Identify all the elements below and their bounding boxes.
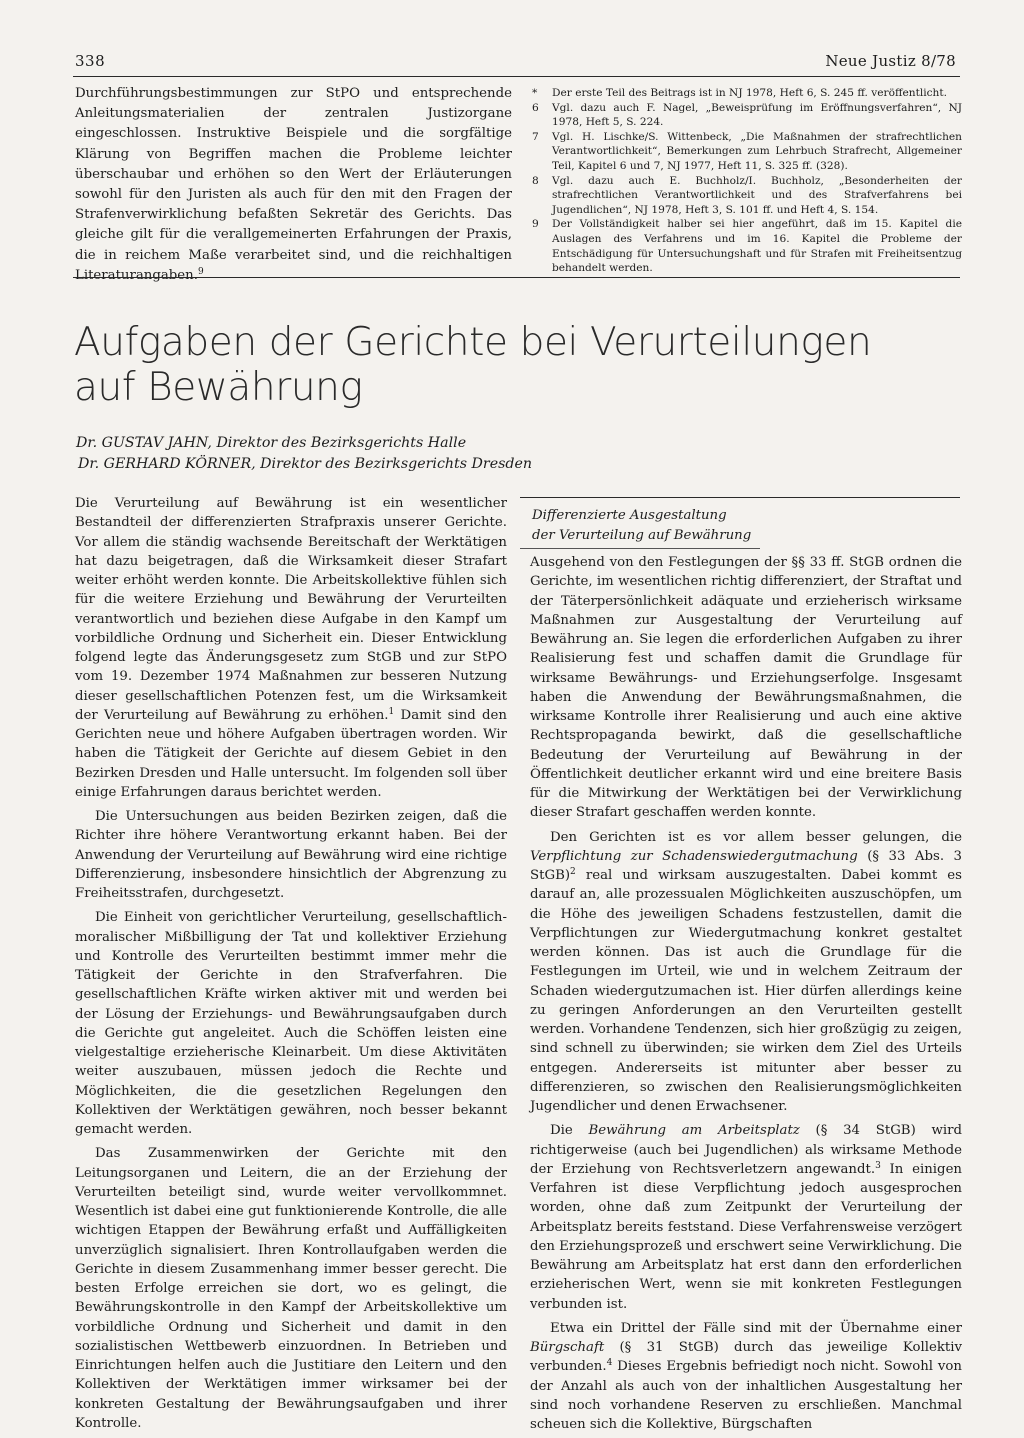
footnote	[532, 130, 962, 174]
footnote-mark: 9	[532, 218, 539, 231]
footnote-text: Vgl. dazu auch F. Nagel, „Beweisprüfung im Eröffnungsverfahren“, NJ 1978, Heft 5, S. 224.	[552, 101, 962, 129]
paragraph: Ausgehend von den Festlegungen der §§ 33 ff. StGB ordnen die Gerichte, im wesentlichen richtig differenziert, der Straftat und der Täterpersönlichkeit adäquate und erzieherisch wirksame Maßnahmen zur Ausgestaltung der Verurteilung auf Bewährung an. Sie legen die erforderlichen Aufgaben zu ihrer Realisierung fest und schaffen damit die Grundlage für wirksame Bewährungs- und Erziehungserfolge. Insgesamt haben die Anwendung der Bewährungsmaßnahmen, die wirksame Kontrolle ihrer Realisierung und auch eine aktive Rechtspropaganda bewirkt, daß die gesellschaftliche Bedeutung der Verurteilung auf Bewährung in der Öffentlichkeit deutlicher erkannt wird und eine breitere Basis für die Mitwirkung der Werktätigen bei der Verwirklichung dieser Strafart geschaffen werden konnte.	[530, 555, 962, 821]
emphasis: Bewährung am Arbeitsplatz	[588, 1123, 800, 1139]
subheading-line-2: der Verurteilung auf Bewährung	[532, 528, 752, 543]
footnote-text: Der erste Teil des Beitrags ist in NJ 1978, Heft 6, S. 245 ff. veröffentlicht.	[552, 87, 947, 99]
paragraph: Das Zusammenwirken der Gerichte mit den Leitungsorganen und Leitern, die an der Erziehung der Verurteilten beteiligt sind, wurde weiter vervollkommnet. Wesentlich ist dabei eine gut funktionierende Kontrolle, die alle wichtigen Etappen der Bewährung erfaßt und Auffälligkeiten unverzüglich signalisiert. Ihren Kontrollaufgaben werden die Gerichte in diesem Zusammenhang immer besser gerecht. Die besten Erfolge erreichen sie dort, wo es gelingt, die Bewährungskontrolle in den Kampf der Arbeitskollektive um vorbildliche Ordnung und Sicherheit und damit in den sozialistischen Wettbewerb einzuordnen. In Betrieben und Einrichtungen helfen auch die Justitiare den Leitern und den Kollektiven der Werktätigen immer wirksamer bei der konkreten Gestaltung der Bewährungsaufgaben und ihrer Kontrolle.	[75, 1146, 507, 1431]
paragraph	[530, 1319, 962, 1435]
authors	[76, 433, 532, 475]
footnote-mark: 6	[532, 101, 539, 114]
footnote-mark: *	[532, 87, 538, 99]
footnote-text: Der Vollständigkeit halber sei hier angeführt, daß im 15. Kapitel die Auslagen des Verfahrens und im 16. Kapitel die Probleme der Entschädigung für Untersuchungshaft und für Strafen mit Freiheitsentzug behandelt werden.	[552, 218, 962, 275]
footnote-mark: 8	[532, 174, 539, 187]
paragraph	[530, 828, 962, 1117]
author-1: Dr. GUSTAV JAHN, Direktor des Bezirksgerichts Halle	[76, 435, 467, 451]
emphasis: Bürgschaft	[530, 1340, 605, 1355]
journal-header: Neue Justiz 8/78	[825, 52, 956, 70]
emphasis: Verpflichtung zur Schadenswiedergutmachung	[530, 848, 858, 864]
title-line-2: auf Bewährung	[74, 365, 363, 410]
subheading-box	[520, 497, 960, 546]
footnote	[532, 217, 962, 275]
footnotes	[532, 86, 962, 276]
paragraph-text: Dieses Ergebnis befriedigt noch nicht. Sowohl von der Anzahl als auch von der inhaltlichen Ausgestaltung her sind noch vorhandene Reserven zu erschließen. Manchmal scheuen sich die Kollektive, Bürgschaften	[530, 1359, 962, 1432]
footnote-ref-1: 1	[388, 706, 395, 717]
subheading-rule	[520, 548, 760, 549]
left-column	[75, 494, 507, 1433]
subheading-line-1: Differenzierte Ausgestaltung	[532, 508, 727, 523]
right-column	[530, 553, 962, 1434]
author-2: Dr. GERHARD KÖRNER, Direktor des Bezirksgerichts Dresden	[78, 456, 532, 472]
footnote	[532, 86, 962, 101]
paragraph-text: In einigen Verfahren ist diese Verpflichtung jedoch ausgesprochen worden, ohne daß zum Zeitpunkt der Verurteilung der Arbeitsplatz bereits feststand. Diese Verfahrensweise verzögert den Erziehungsprozeß und erschwert seine Verwirklichung. Die Bewährung am Arbeitsplatz hat erst dann den erforderlichen erzieherischen Wert, wenn sie mit konkreten Festlegungen verbunden ist.	[530, 1161, 962, 1312]
continued-paragraph	[75, 84, 512, 286]
paragraph-text: (§ 33 Abs. 3 StGB)	[530, 848, 962, 883]
continued-text: Durchführungsbestimmungen zur StPO und entsprechende Anleitungsmaterialien der zentralen Justizorgane eingeschlossen. Instruktive Beispiele und die sorgfältige Klärung von Begriffen machen die Probleme leichter überschaubar und erhöhen so den Wert der Erläuterungen sowohl für den Juristen als auch für den mit den Fragen der Strafenverwirklichung befaßten Sekretär des Gerichts. Das gleiche gilt für die verallgemeinerten Erfahrungen der Praxis, die in reichem Maße verarbeitet sind, und die reichhaltigen Literaturangaben.	[75, 86, 512, 283]
footnote-text: Vgl. H. Lischke/S. Wittenbeck, „Die Maßnahmen der strafrechtlichen Verantwortlichkeit“, Bemerkungen zum Lehrbuch Strafrecht, Allgemeiner Teil, Kapitel 6 und 7, NJ 1977, Heft 11, S. 325 ff. (328).	[552, 130, 962, 172]
paragraph-text: Den Gerichten ist es vor allem besser gelungen, die	[550, 829, 962, 845]
paragraph-text: Damit sind den Gerichten neue und höhere Aufgaben übertragen worden. Wir haben die Tätigkeit der Gerichte auf diesem Gebiet in den Bezirken Dresden und Halle untersucht. Im folgenden soll über einige Erfahrungen daraus berichtet werden.	[75, 707, 507, 800]
footnote-ref-2: 2	[570, 867, 576, 877]
footnote	[532, 174, 962, 218]
header-rule	[73, 76, 960, 77]
page-number: 338	[75, 52, 106, 70]
paragraph: Die Untersuchungen aus beiden Bezirken zeigen, daß die Richter ihre höhere Verantwortung erkannt haben. Bei der Anwendung der Verurteilung auf Bewährung wird eine richtige Differenzierung, insbesondere hinsichtlich der Abgrenzung zu Freiheitsstrafen, durchgesetzt.	[75, 809, 507, 901]
paragraph-text: Die	[550, 1123, 589, 1139]
footnote-ref-4: 4	[606, 1358, 613, 1369]
footnote	[532, 101, 962, 130]
footnote-mark: 7	[532, 130, 539, 143]
title-line-1: Aufgaben der Gerichte bei Verurteilungen	[74, 320, 872, 365]
section-separator	[73, 277, 960, 278]
paragraph-text: Etwa ein Drittel der Fälle sind mit der Übernahme einer	[550, 1320, 962, 1336]
paragraph	[530, 1121, 962, 1314]
paragraph-text: real und wirksam auszugestalten. Dabei kommt es darauf an, alle prozessualen Möglichkeiten auszuschöpfen, um die Höhe des jeweiligen Schadens festzustellen, damit die Verpflichtungen zur Wiedergutmachung konkret gestaltet werden können. Das ist auch die Grundlage für die Festlegungen im Urteil, wie und in welchem Zeitraum der Schaden wiedergutzumachen ist. Hier dürfen allerdings keine zu geringen Anforderungen an den Verurteilten gestellt werden. Vorhandene Tendenzen, sich hier großzügig zu zeigen, sind schnell zu überwinden; sie wirken dem Ziel des Urteils entgegen. Andererseits ist mitunter aber besser zu differenzieren, so zwischen den Realisierungsmöglichkeiten Jugendlicher und denen Erwachsener.	[530, 868, 962, 1114]
footnote-ref-3: 3	[875, 1160, 881, 1171]
paragraph-text: (§ 34 StGB) wird richtigerweise (auch bei Jugendlichen) als wirksame Methode der Erziehung von Rechtsverletzern angewandt.	[530, 1123, 962, 1177]
paragraph: Die Einheit von gerichtlicher Verurteilung, gesellschaftlich-moralischer Mißbilligung der Tat und kollektiver Erziehung und Kontrolle des Verurteilten bestimmt immer mehr die Tätigkeit der Gerichte in den Strafverfahren. Die gesellschaftlichen Kräfte wirken aktiver mit und werden bei der Lösung der Erziehungs- und Bewährungsaufgaben durch die Gerichte gut angeleitet. Auch die Schöffen leisten eine vielgestaltige erzieherische Kleinarbeit. Um diese Aktivitäten weiter auszubauen, müssen jedoch die Rechte und Möglichkeiten, die die gesetzlichen Regelungen den Kollektiven der Werktätigen gewähren, noch besser bekannt gemacht werden.	[75, 910, 507, 1137]
footnote-text: Vgl. dazu auch E. Buchholz/I. Buchholz, „Besonderheiten der strafrechtlichen Verantwortlichkeit und des Strafverfahrens bei Jugendlichen“, NJ 1978, Heft 3, S. 101 ff. und Heft 4, S. 154.	[552, 174, 962, 216]
article-title	[74, 320, 954, 410]
paragraph-text: (§ 31 StGB) durch das jeweilige Kollektiv verbunden.	[530, 1340, 962, 1375]
paragraph	[75, 494, 507, 802]
paragraph-text: Die Verurteilung auf Bewährung ist ein wesentlicher Bestandteil der differenzierten Strafpraxis unserer Gerichte. Vor allem die ständig wachsende Bereitschaft der Werktätigen hat dazu beigetragen, daß die Wirksamkeit dieser Strafart weiter erhöht werden konnte. Die Arbeitskollektive fühlen sich für die weitere Erziehung und Bewährung der Verurteilten verantwortlich und beziehen diese Aufgabe in den Kampf um vorbildliche Ordnung und Sicherheit ein. Dieser Entwicklung folgend legte das Änderungsgesetz zum StGB und zur StPO vom 19. Dezember 1974 Maßnahmen zur besseren Nutzung dieser gesellschaftlichen Potenzen fest, um die Wirksamkeit der Verurteilung auf Bewährung zu erhöhen.	[75, 496, 507, 723]
footnote-ref-9: 9	[197, 266, 204, 277]
